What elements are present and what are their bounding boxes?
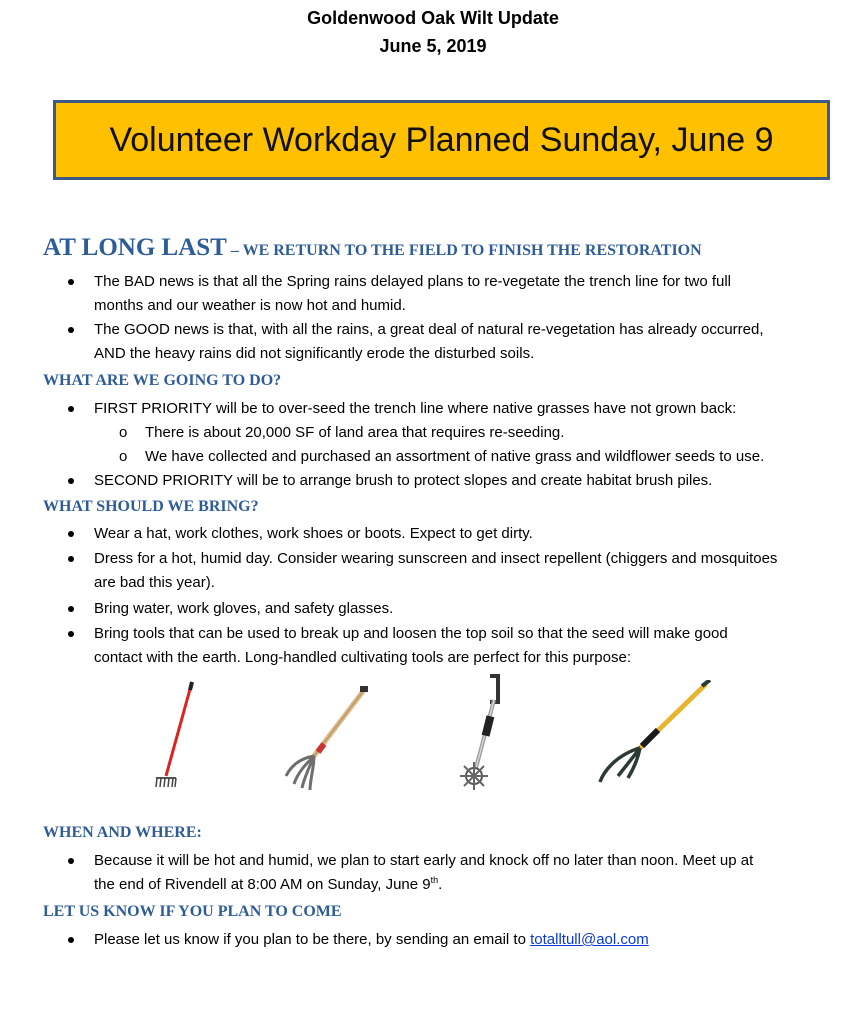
bullet-text-line: SECOND PRIORITY will be to arrange brush to protect slopes and create habitat brush piles.: [94, 472, 713, 489]
bullet-text-line: [94, 873, 814, 897]
ordinal-suffix: th: [430, 875, 439, 885]
newsletter-title: Goldenwood Oak Wilt Update: [307, 8, 559, 28]
bullet-dot-icon: [68, 279, 74, 285]
bullet-dot-icon: [68, 556, 74, 562]
section-heading-at-long-last: [43, 234, 702, 262]
bullet-dot-icon: [68, 858, 74, 864]
workday-banner: [53, 100, 830, 180]
meeting-details: the end of Rivendell at 8:00 AM on Sunday, June 9: [94, 876, 431, 893]
bullet-text-line: Wear a hat, work clothes, work shoes or boots. Expect to get dirty.: [94, 525, 533, 542]
sub-bullet-marker: o: [119, 448, 128, 465]
bullet-dot-icon: [68, 606, 74, 612]
rotary-tiller-icon: [452, 672, 508, 792]
newsletter-date: June 5, 2019: [379, 36, 487, 56]
email-link[interactable]: totalltull@aol.com: [530, 931, 649, 948]
bullet-text-line: Bring water, work gloves, and safety glasses.: [94, 600, 394, 617]
bullet-text-line: are bad this year).: [94, 574, 215, 591]
sub-bullet-text: We have collected and purchased an assortment of native grass and wildflower seeds to use.: [145, 448, 765, 465]
section-heading-let-us-know: LET US KNOW IF YOU PLAN TO COME: [43, 903, 342, 920]
rsvp-text: Please let us know if you plan to be there, by sending an email to: [94, 931, 531, 948]
bullet-text-line: The GOOD news is that, with all the rains, a great deal of natural re-vegetation has already occurred,: [94, 321, 764, 338]
bullet-dot-icon: [68, 531, 74, 537]
bullet-text-line: contact with the earth. Long-handled cultivating tools are perfect for this purpose:: [94, 649, 631, 666]
bullet-text-line: Because it will be hot and humid, we plan to start early and knock off no later than noon. Meet up at: [94, 852, 754, 869]
cultivator-fork-icon: [276, 686, 372, 796]
bullet-text-line: The BAD news is that all the Spring rains delayed plans to re-vegetate the trench line for two full: [94, 273, 732, 290]
hand-cultivator-icon: [592, 680, 712, 790]
bullet-text-line: months and our weather is now hot and humid.: [94, 297, 406, 314]
bullet-dot-icon: [68, 631, 74, 637]
section-heading-when-and-where: WHEN AND WHERE:: [43, 824, 202, 841]
bullet-text-line: Bring tools that can be used to break up and loosen the top soil so that the seed will make good: [94, 625, 728, 642]
bullet-dot-icon: [68, 406, 74, 412]
bullet-dot-icon: [68, 937, 74, 943]
bullet-text-line: FIRST PRIORITY will be to over-seed the trench line where native grasses have not grown back:: [94, 400, 737, 417]
bullet-text-line: Dress for a hot, humid day. Consider wearing sunscreen and insect repellent (chiggers and mosquitoes: [94, 550, 778, 567]
heading-main-text: AT LONG LAST: [43, 234, 227, 261]
sub-bullet-text: There is about 20,000 SF of land area that requires re-seeding.: [145, 424, 565, 441]
tool-images-row: [0, 672, 866, 802]
banner-text: Volunteer Workday Planned Sunday, June 9: [109, 120, 774, 159]
bullet-dot-icon: [68, 478, 74, 484]
sentence-end: .: [438, 876, 443, 893]
garden-rake-icon: [148, 680, 198, 792]
bullet-text-line: AND the heavy rains did not significantly erode the disturbed soils.: [94, 345, 535, 362]
bullet-dot-icon: [68, 327, 74, 333]
section-heading-what-to-bring: WHAT SHOULD WE BRING?: [43, 498, 259, 515]
section-heading-what-to-do: WHAT ARE WE GOING TO DO?: [43, 372, 282, 389]
sub-bullet-marker: o: [119, 424, 128, 441]
heading-subtitle: – WE RETURN TO THE FIELD TO FINISH THE RESTORATION: [226, 242, 702, 259]
